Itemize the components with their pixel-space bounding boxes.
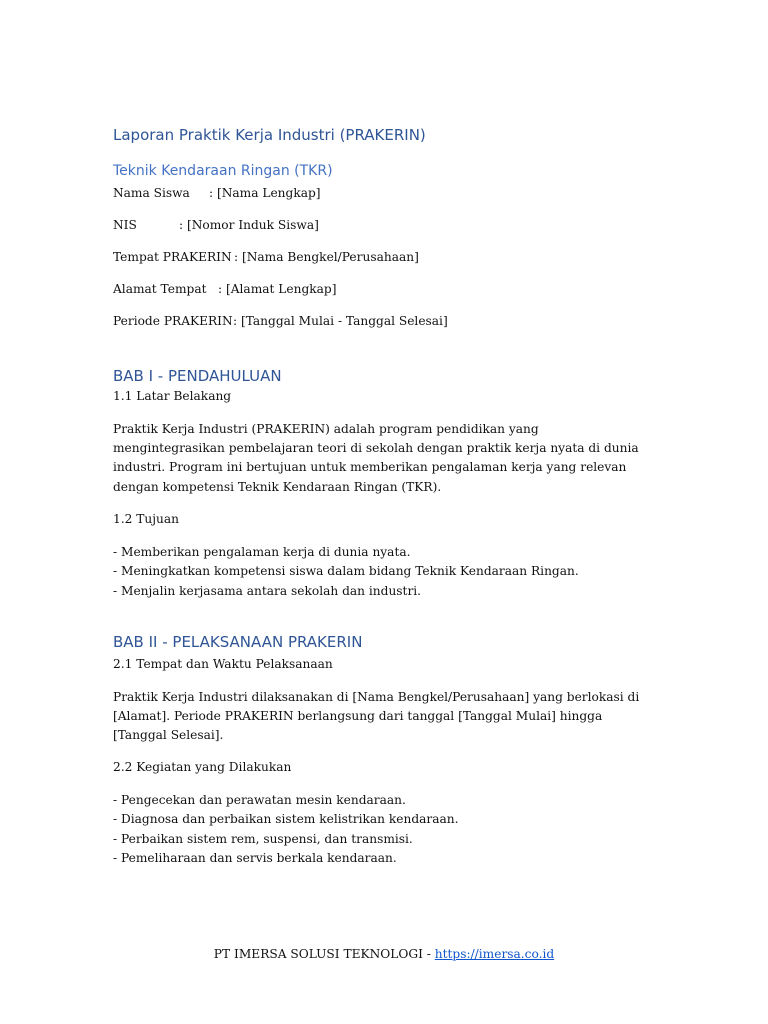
section-2-2-title: 2.2 Kegiatan yang Dilakukan — [113, 760, 292, 774]
section-2-1-paragraph: Praktik Kerja Industri dilaksanakan di [Nama Bengkel/Perusahaan] yang berlokasi di [Alamat]. Periode PRAKERIN berlangsung dari tanggal [Tanggal Mulai] hingga [Tanggal Selesai]. — [113, 690, 640, 743]
identity-label: Alamat Tempat — [113, 282, 207, 296]
identity-label: Tempat PRAKERIN — [113, 250, 232, 264]
identity-value: : [Alamat Lengkap] — [218, 282, 337, 296]
identity-value: : [Nama Lengkap] — [209, 186, 321, 200]
list-item: - Memberikan pengalaman kerja di dunia nyata. — [113, 545, 411, 559]
footer-company: PT IMERSA SOLUSI TEKNOLOGI - — [213, 947, 435, 961]
identity-value: : [Nama Bengkel/Perusahaan] — [234, 250, 419, 264]
tujuan-list — [113, 543, 579, 601]
footer-link[interactable]: https://imersa.co.id — [434, 947, 555, 961]
identity-row-alamat — [113, 282, 336, 296]
list-item: - Pemeliharaan dan servis berkala kendaraan. — [113, 850, 397, 865]
kegiatan-list — [113, 791, 458, 868]
list-item: - Meningkatkan kompetensi siswa dalam bidang Teknik Kendaraan Ringan. — [113, 564, 579, 579]
section-1-1-title: 1.1 Latar Belakang — [113, 389, 232, 403]
section-2-1-title: 2.1 Tempat dan Waktu Pelaksanaan — [113, 657, 333, 671]
bab1-heading: BAB I - PENDAHULUAN — [113, 367, 282, 385]
identity-value: : [Tanggal Mulai - Tanggal Selesai] — [233, 314, 448, 328]
identity-row-periode — [113, 314, 448, 328]
identity-row-nis — [113, 218, 319, 232]
identity-row-tempat — [113, 250, 419, 264]
list-item: - Diagnosa dan perbaikan sistem kelistrikan kendaraan. — [113, 812, 459, 827]
document-subtitle: Teknik Kendaraan Ringan (TKR) — [113, 163, 333, 179]
document-title: Laporan Praktik Kerja Industri (PRAKERIN) — [113, 126, 426, 144]
section-1-1-paragraph: Praktik Kerja Industri (PRAKERIN) adalah program pendidikan yang mengintegrasikan pembelajaran teori di sekolah dengan praktik kerja nyata di dunia industri. Program ini bertujuan untuk memberikan pengalaman kerja yang relevan dengan kompetensi Teknik Kendaraan Ringan (TKR). — [113, 422, 639, 494]
page-footer — [0, 947, 768, 961]
list-item: - Menjalin kerjasama antara sekolah dan industri. — [113, 583, 422, 598]
list-item: - Pengecekan dan perawatan mesin kendaraan. — [113, 793, 406, 807]
list-item: - Perbaikan sistem rem, suspensi, dan transmisi. — [113, 831, 413, 846]
identity-value: : [Nomor Induk Siswa] — [179, 218, 319, 232]
identity-row-nama — [113, 186, 321, 200]
identity-label: Periode PRAKERIN — [113, 314, 233, 328]
identity-label: NIS — [113, 218, 137, 232]
bab2-heading: BAB II - PELAKSANAAN PRAKERIN — [113, 633, 363, 651]
section-1-2-title: 1.2 Tujuan — [113, 512, 179, 526]
identity-label: Nama Siswa — [113, 186, 190, 200]
